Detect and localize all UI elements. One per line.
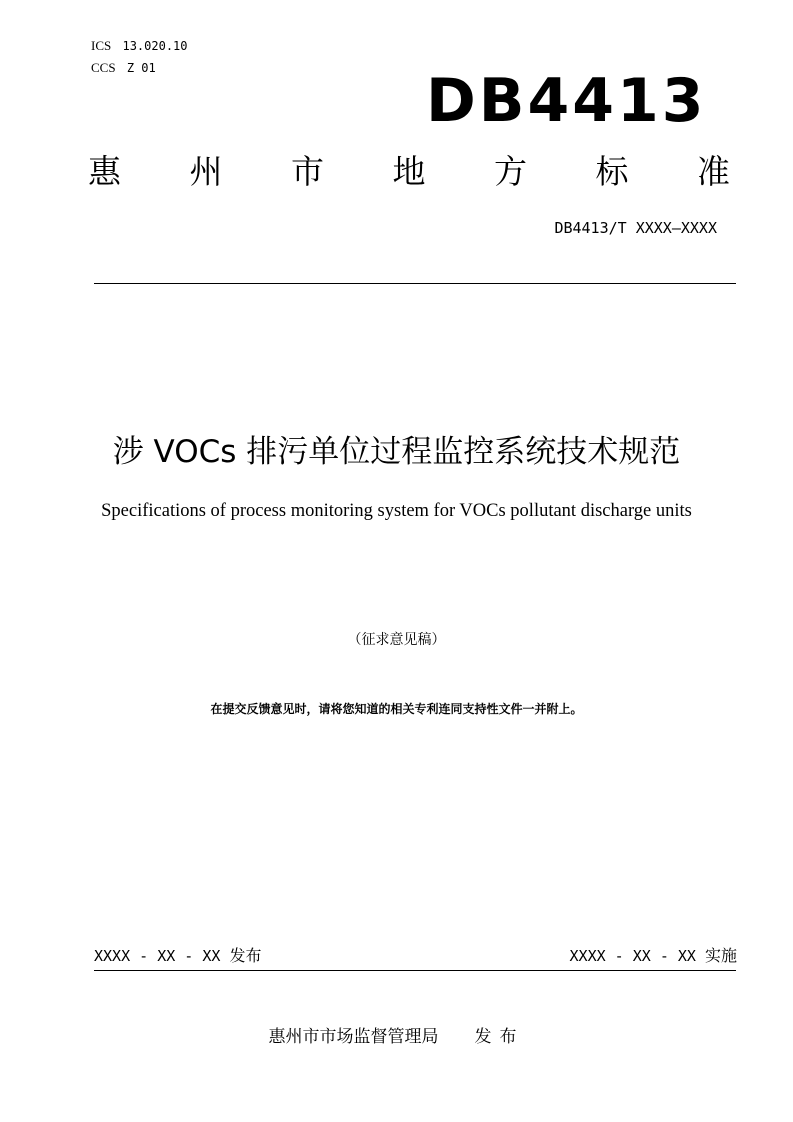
document-title-chinese: 涉 VOCs 排污单位过程监控系统技术规范: [112, 434, 681, 470]
ccs-code: Z 01: [126, 61, 156, 75]
standard-type-char: 惠: [88, 152, 121, 191]
implementation-label: 实施: [704, 946, 737, 965]
issuer-name: 惠州市市场监督管理局: [268, 1027, 439, 1047]
issuer-line: [0, 1024, 793, 1050]
issuer-action: 发布: [474, 1027, 525, 1047]
standard-type-char: 州: [189, 152, 223, 191]
standard-number: DB4413/T XXXX—XXXX: [554, 219, 717, 237]
standard-type-char: 标: [595, 152, 629, 191]
draft-status: （征求意见稿）: [347, 632, 446, 648]
issue-date: XXXX - XX - XX: [94, 947, 221, 965]
bottom-divider: [94, 970, 736, 971]
ics-code-line: [91, 38, 188, 54]
standard-type-char: 方: [494, 152, 527, 191]
standard-logo: DB4413: [426, 66, 707, 136]
ics-code: 13.020.10: [122, 39, 188, 53]
standard-type-char: 准: [697, 152, 730, 191]
implementation-date: XXXX - XX - XX: [569, 947, 696, 965]
implementation-date-line: [570, 945, 737, 967]
ccs-code-line: [91, 60, 156, 76]
standard-type-title: [88, 150, 730, 194]
issue-label: 发布: [229, 946, 262, 965]
top-divider: [94, 283, 736, 284]
patent-notice: 在提交反馈意见时，请将您知道的相关专利连同支持性文件一并附上。: [210, 702, 583, 716]
issue-date-line: [94, 945, 261, 967]
ics-label: ICS: [91, 38, 112, 53]
document-title-english: Specifications of process monitoring system for VOCs pollutant discharge units: [101, 501, 692, 521]
standard-type-char: 市: [291, 152, 324, 191]
ccs-label: CCS: [91, 60, 116, 75]
standard-type-char: 地: [392, 152, 426, 191]
